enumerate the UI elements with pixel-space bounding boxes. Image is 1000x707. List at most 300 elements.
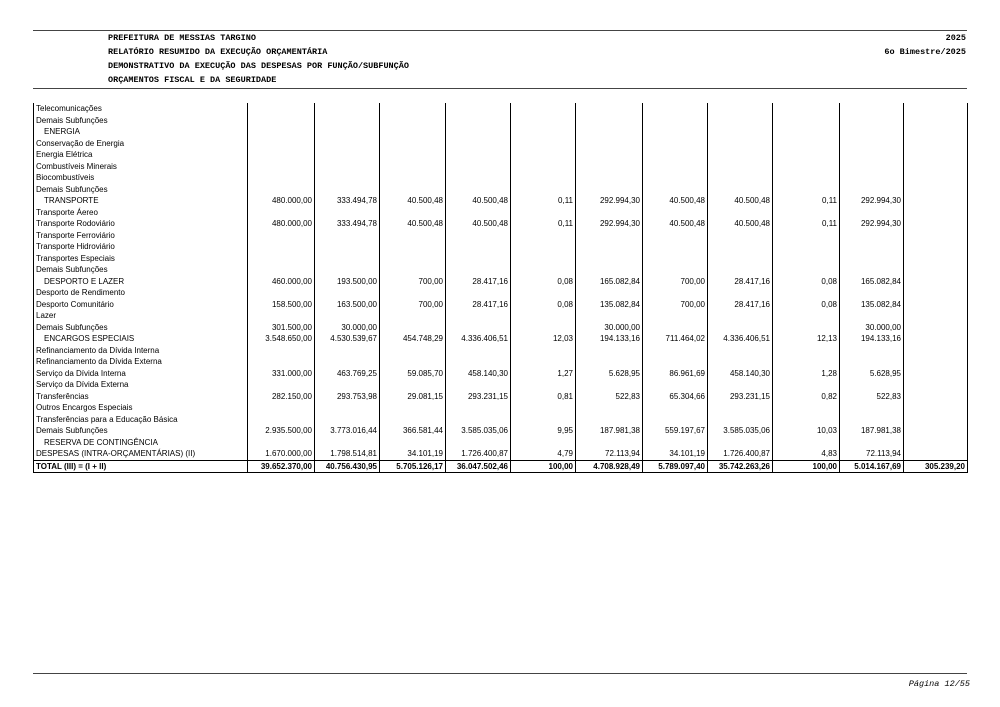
table-row bbox=[34, 322, 968, 334]
cell-value bbox=[904, 253, 968, 265]
cell-value bbox=[380, 115, 446, 127]
cell-value: 5.628,95 bbox=[840, 368, 904, 380]
cell-value: 1,27 bbox=[511, 368, 576, 380]
cell-value bbox=[380, 414, 446, 426]
cell-value bbox=[904, 126, 968, 138]
cell-value: 4.336.406,51 bbox=[708, 333, 773, 345]
cell-value bbox=[380, 103, 446, 115]
cell-value bbox=[840, 230, 904, 242]
cell-value bbox=[773, 414, 840, 426]
row-label: Conservação de Energia bbox=[34, 138, 248, 150]
cell-value bbox=[576, 172, 643, 184]
cell-value bbox=[380, 241, 446, 253]
cell-value bbox=[446, 414, 511, 426]
cell-value bbox=[904, 299, 968, 311]
cell-value bbox=[840, 310, 904, 322]
row-label: Serviço da Dívida Interna bbox=[34, 368, 248, 380]
cell-value bbox=[446, 172, 511, 184]
table-row bbox=[34, 425, 968, 437]
cell-value: 5.705.126,17 bbox=[380, 460, 446, 473]
cell-value: 3.585.035,06 bbox=[446, 425, 511, 437]
cell-value bbox=[643, 161, 708, 173]
cell-value: 3.548.650,00 bbox=[248, 333, 315, 345]
cell-value bbox=[248, 230, 315, 242]
cell-value: 34.101,19 bbox=[643, 448, 708, 460]
table-row bbox=[34, 241, 968, 253]
cell-value: 1.798.514,81 bbox=[315, 448, 380, 460]
row-label: Outros Encargos Especiais bbox=[34, 402, 248, 414]
cell-value bbox=[380, 172, 446, 184]
table-row bbox=[34, 253, 968, 265]
cell-value bbox=[904, 195, 968, 207]
cell-value bbox=[904, 218, 968, 230]
cell-value bbox=[904, 276, 968, 288]
prefeitura-name: PREFEITURA DE MESSIAS TARGINO bbox=[108, 33, 256, 43]
cell-value: 5.628,95 bbox=[576, 368, 643, 380]
cell-value bbox=[643, 264, 708, 276]
cell-value bbox=[904, 207, 968, 219]
cell-value: 4,83 bbox=[773, 448, 840, 460]
cell-value bbox=[708, 103, 773, 115]
cell-value bbox=[576, 149, 643, 161]
footer-rule bbox=[33, 673, 967, 674]
cell-value bbox=[380, 379, 446, 391]
cell-value bbox=[511, 138, 576, 150]
row-label: Transporte Rodoviário bbox=[34, 218, 248, 230]
cell-value: 187.981,38 bbox=[576, 425, 643, 437]
cell-value bbox=[511, 115, 576, 127]
cell-value bbox=[248, 437, 315, 449]
cell-value bbox=[576, 161, 643, 173]
cell-value bbox=[446, 103, 511, 115]
cell-value bbox=[315, 138, 380, 150]
cell-value bbox=[840, 345, 904, 357]
cell-value bbox=[773, 264, 840, 276]
cell-value: 100,00 bbox=[773, 460, 840, 473]
cell-value bbox=[576, 356, 643, 368]
cell-value: 40.500,48 bbox=[446, 218, 511, 230]
cell-value bbox=[708, 207, 773, 219]
row-label: Demais Subfunções bbox=[34, 322, 248, 334]
table-row bbox=[34, 230, 968, 242]
cell-value bbox=[904, 345, 968, 357]
cell-value: 0,08 bbox=[773, 299, 840, 311]
table-row bbox=[34, 264, 968, 276]
cell-value bbox=[446, 402, 511, 414]
row-label: Biocombustíveis bbox=[34, 172, 248, 184]
cell-value bbox=[248, 126, 315, 138]
cell-value: 39.652.370,00 bbox=[248, 460, 315, 473]
cell-value: 72.113,94 bbox=[576, 448, 643, 460]
cell-value: 12,13 bbox=[773, 333, 840, 345]
cell-value: 331.000,00 bbox=[248, 368, 315, 380]
cell-value bbox=[840, 115, 904, 127]
cell-value bbox=[773, 345, 840, 357]
cell-value bbox=[315, 264, 380, 276]
cell-value: 36.047.502,46 bbox=[446, 460, 511, 473]
cell-value bbox=[904, 138, 968, 150]
cell-value bbox=[511, 230, 576, 242]
cell-value bbox=[708, 138, 773, 150]
cell-value: 333.494,78 bbox=[315, 195, 380, 207]
cell-value: 30.000,00 bbox=[576, 322, 643, 334]
cell-value bbox=[380, 437, 446, 449]
cell-value bbox=[315, 149, 380, 161]
cell-value bbox=[446, 126, 511, 138]
cell-value: 4.530.539,67 bbox=[315, 333, 380, 345]
cell-value: 163.500,00 bbox=[315, 299, 380, 311]
cell-value bbox=[511, 184, 576, 196]
cell-value: 700,00 bbox=[643, 276, 708, 288]
cell-value bbox=[708, 287, 773, 299]
row-label: Lazer bbox=[34, 310, 248, 322]
cell-value bbox=[840, 414, 904, 426]
cell-value: 35.742.263,26 bbox=[708, 460, 773, 473]
cell-value: 301.500,00 bbox=[248, 322, 315, 334]
cell-value bbox=[380, 126, 446, 138]
cell-value bbox=[904, 356, 968, 368]
row-label: Telecomunicações bbox=[34, 103, 248, 115]
cell-value: 366.581,44 bbox=[380, 425, 446, 437]
cell-value: 522,83 bbox=[576, 391, 643, 403]
cell-value bbox=[248, 356, 315, 368]
cell-value bbox=[904, 333, 968, 345]
cell-value bbox=[708, 379, 773, 391]
cell-value bbox=[511, 253, 576, 265]
cell-value bbox=[576, 287, 643, 299]
cell-value bbox=[248, 264, 315, 276]
cell-value bbox=[446, 149, 511, 161]
row-label: Demais Subfunções bbox=[34, 264, 248, 276]
cell-value bbox=[643, 287, 708, 299]
row-label: Serviço da Dívida Externa bbox=[34, 379, 248, 391]
cell-value bbox=[773, 115, 840, 127]
cell-value: 292.994,30 bbox=[840, 195, 904, 207]
cell-value bbox=[840, 402, 904, 414]
row-label: Refinanciamento da Dívida Externa bbox=[34, 356, 248, 368]
table-row bbox=[34, 402, 968, 414]
cell-value bbox=[643, 172, 708, 184]
cell-value bbox=[643, 379, 708, 391]
cell-value bbox=[511, 161, 576, 173]
cell-value: 1,28 bbox=[773, 368, 840, 380]
cell-value bbox=[315, 207, 380, 219]
cell-value bbox=[576, 207, 643, 219]
cell-value bbox=[446, 287, 511, 299]
cell-value bbox=[511, 207, 576, 219]
table-row bbox=[34, 391, 968, 403]
row-label: Desporto de Rendimento bbox=[34, 287, 248, 299]
cell-value bbox=[708, 241, 773, 253]
table-row bbox=[34, 368, 968, 380]
cell-value bbox=[773, 172, 840, 184]
cell-value: 0,11 bbox=[511, 195, 576, 207]
cell-value: 165.082,84 bbox=[576, 276, 643, 288]
cell-value bbox=[840, 437, 904, 449]
cell-value: 40.756.430,95 bbox=[315, 460, 380, 473]
cell-value bbox=[511, 322, 576, 334]
cell-value bbox=[248, 161, 315, 173]
cell-value: 1.726.400,87 bbox=[708, 448, 773, 460]
row-label: TOTAL (III) = (I + II) bbox=[34, 460, 248, 473]
cell-value: 458.140,30 bbox=[708, 368, 773, 380]
cell-value: 187.981,38 bbox=[840, 425, 904, 437]
cell-value bbox=[904, 322, 968, 334]
cell-value bbox=[840, 379, 904, 391]
cell-value: 1.670.000,00 bbox=[248, 448, 315, 460]
cell-value bbox=[576, 103, 643, 115]
cell-value bbox=[773, 379, 840, 391]
cell-value bbox=[773, 184, 840, 196]
cell-value bbox=[446, 437, 511, 449]
cell-value bbox=[576, 230, 643, 242]
cell-value bbox=[708, 230, 773, 242]
table-row bbox=[34, 345, 968, 357]
cell-value: 0,11 bbox=[773, 218, 840, 230]
cell-value bbox=[904, 241, 968, 253]
cell-value bbox=[511, 241, 576, 253]
cell-value bbox=[315, 253, 380, 265]
row-label: DESPORTO E LAZER bbox=[34, 276, 248, 288]
cell-value bbox=[446, 241, 511, 253]
cell-value: 711.464,02 bbox=[643, 333, 708, 345]
cell-value bbox=[315, 414, 380, 426]
cell-value: 59.085,70 bbox=[380, 368, 446, 380]
cell-value bbox=[708, 414, 773, 426]
cell-value bbox=[446, 115, 511, 127]
cell-value bbox=[904, 425, 968, 437]
cell-value bbox=[904, 368, 968, 380]
cell-value bbox=[576, 264, 643, 276]
cell-value: 480.000,00 bbox=[248, 218, 315, 230]
cell-value bbox=[643, 230, 708, 242]
row-label: Demais Subfunções bbox=[34, 115, 248, 127]
cell-value bbox=[708, 115, 773, 127]
cell-value bbox=[315, 402, 380, 414]
cell-value bbox=[643, 184, 708, 196]
cell-value bbox=[773, 253, 840, 265]
table-row bbox=[34, 299, 968, 311]
cell-value bbox=[840, 172, 904, 184]
cell-value bbox=[380, 230, 446, 242]
cell-value bbox=[315, 230, 380, 242]
cell-value: 12,03 bbox=[511, 333, 576, 345]
cell-value bbox=[904, 103, 968, 115]
cell-value: 40.500,48 bbox=[380, 218, 446, 230]
row-label: Demais Subfunções bbox=[34, 184, 248, 196]
cell-value: 28.417,16 bbox=[446, 276, 511, 288]
cell-value: 305.239,20 bbox=[904, 460, 968, 473]
cell-value: 65.304,66 bbox=[643, 391, 708, 403]
row-label: Transporte Áereo bbox=[34, 207, 248, 219]
cell-value bbox=[904, 310, 968, 322]
cell-value: 30.000,00 bbox=[840, 322, 904, 334]
row-label: Transferências para a Educação Básica bbox=[34, 414, 248, 426]
cell-value bbox=[904, 437, 968, 449]
cell-value bbox=[248, 253, 315, 265]
cell-value bbox=[248, 379, 315, 391]
cell-value bbox=[904, 149, 968, 161]
row-label: RESERVA DE CONTINGÊNCIA bbox=[34, 437, 248, 449]
cell-value bbox=[708, 322, 773, 334]
table-row bbox=[34, 149, 968, 161]
cell-value: 10,03 bbox=[773, 425, 840, 437]
cell-value bbox=[446, 253, 511, 265]
cell-value bbox=[380, 322, 446, 334]
cell-value bbox=[773, 138, 840, 150]
table-row bbox=[34, 195, 968, 207]
cell-value bbox=[576, 414, 643, 426]
cell-value: 292.994,30 bbox=[576, 218, 643, 230]
cell-value: 28.417,16 bbox=[708, 276, 773, 288]
table-row bbox=[34, 448, 968, 460]
cell-value bbox=[643, 138, 708, 150]
cell-value: 458.140,30 bbox=[446, 368, 511, 380]
cell-value bbox=[315, 356, 380, 368]
cell-value bbox=[773, 149, 840, 161]
row-label: ENERGIA bbox=[34, 126, 248, 138]
cell-value: 4,79 bbox=[511, 448, 576, 460]
cell-value: 158.500,00 bbox=[248, 299, 315, 311]
cell-value bbox=[248, 345, 315, 357]
cell-value: 4.336.406,51 bbox=[446, 333, 511, 345]
cell-value: 480.000,00 bbox=[248, 195, 315, 207]
cell-value bbox=[380, 402, 446, 414]
table-row bbox=[34, 356, 968, 368]
cell-value: 0,82 bbox=[773, 391, 840, 403]
cell-value bbox=[576, 115, 643, 127]
cell-value: 333.494,78 bbox=[315, 218, 380, 230]
cell-value: 40.500,48 bbox=[380, 195, 446, 207]
cell-value bbox=[248, 103, 315, 115]
cell-value bbox=[380, 149, 446, 161]
cell-value: 5.789.097,40 bbox=[643, 460, 708, 473]
cell-value bbox=[511, 437, 576, 449]
cell-value bbox=[446, 322, 511, 334]
cell-value bbox=[643, 103, 708, 115]
cell-value bbox=[446, 379, 511, 391]
table-row bbox=[34, 414, 968, 426]
cell-value bbox=[248, 172, 315, 184]
cell-value: 293.753,98 bbox=[315, 391, 380, 403]
cell-value bbox=[380, 253, 446, 265]
statement-title: DEMONSTRATIVO DA EXECUÇÃO DAS DESPESAS POR FUNÇÃO/SUBFUNÇÃO bbox=[108, 61, 409, 71]
cell-value: 5.014.167,69 bbox=[840, 460, 904, 473]
cell-value: 40.500,48 bbox=[708, 218, 773, 230]
cell-value bbox=[643, 437, 708, 449]
cell-value bbox=[380, 287, 446, 299]
cell-value: 293.231,15 bbox=[708, 391, 773, 403]
cell-value bbox=[511, 310, 576, 322]
cell-value: 34.101,19 bbox=[380, 448, 446, 460]
cell-value: 0,08 bbox=[511, 276, 576, 288]
cell-value bbox=[708, 437, 773, 449]
cell-value: 29.081,15 bbox=[380, 391, 446, 403]
cell-value bbox=[380, 207, 446, 219]
cell-value: 0,81 bbox=[511, 391, 576, 403]
total-row bbox=[34, 460, 968, 473]
cell-value bbox=[840, 207, 904, 219]
cell-value bbox=[904, 379, 968, 391]
row-label: Demais Subfunções bbox=[34, 425, 248, 437]
table-row bbox=[34, 437, 968, 449]
table-row bbox=[34, 184, 968, 196]
cell-value bbox=[773, 437, 840, 449]
cell-value bbox=[708, 184, 773, 196]
cell-value: 72.113,94 bbox=[840, 448, 904, 460]
cell-value: 0,11 bbox=[773, 195, 840, 207]
cell-value: 0,08 bbox=[511, 299, 576, 311]
cell-value bbox=[643, 414, 708, 426]
cell-value: 194.133,16 bbox=[576, 333, 643, 345]
cell-value bbox=[248, 207, 315, 219]
cell-value: 193.500,00 bbox=[315, 276, 380, 288]
cell-value bbox=[380, 264, 446, 276]
cell-value bbox=[511, 149, 576, 161]
table-row bbox=[34, 161, 968, 173]
cell-value bbox=[773, 322, 840, 334]
cell-value bbox=[248, 184, 315, 196]
row-label: Energia Elétrica bbox=[34, 149, 248, 161]
cell-value bbox=[248, 402, 315, 414]
expense-table bbox=[33, 103, 968, 473]
table-row bbox=[34, 276, 968, 288]
cell-value bbox=[446, 138, 511, 150]
report-year: 2025 bbox=[945, 33, 966, 43]
cell-value bbox=[380, 138, 446, 150]
cell-value bbox=[315, 184, 380, 196]
cell-value bbox=[315, 379, 380, 391]
cell-value bbox=[904, 172, 968, 184]
cell-value bbox=[840, 253, 904, 265]
cell-value bbox=[446, 264, 511, 276]
cell-value bbox=[904, 264, 968, 276]
cell-value bbox=[315, 345, 380, 357]
cell-value bbox=[840, 287, 904, 299]
cell-value bbox=[248, 414, 315, 426]
cell-value bbox=[576, 402, 643, 414]
cell-value bbox=[904, 391, 968, 403]
cell-value bbox=[576, 241, 643, 253]
cell-value bbox=[840, 149, 904, 161]
table-row bbox=[34, 310, 968, 322]
cell-value bbox=[708, 402, 773, 414]
row-label: Transporte Ferroviário bbox=[34, 230, 248, 242]
cell-value bbox=[840, 356, 904, 368]
cell-value bbox=[643, 207, 708, 219]
row-label: Combustíveis Minerais bbox=[34, 161, 248, 173]
cell-value bbox=[446, 184, 511, 196]
row-label: TRANSPORTE bbox=[34, 195, 248, 207]
cell-value bbox=[904, 115, 968, 127]
cell-value bbox=[708, 149, 773, 161]
cell-value bbox=[315, 115, 380, 127]
budgets-title: ORÇAMENTOS FISCAL E DA SEGURIDADE bbox=[108, 75, 277, 85]
cell-value bbox=[380, 161, 446, 173]
cell-value bbox=[380, 356, 446, 368]
cell-value bbox=[643, 345, 708, 357]
cell-value bbox=[511, 414, 576, 426]
table-row bbox=[34, 103, 968, 115]
cell-value bbox=[773, 126, 840, 138]
cell-value bbox=[904, 161, 968, 173]
cell-value bbox=[315, 126, 380, 138]
cell-value bbox=[708, 161, 773, 173]
cell-value bbox=[840, 161, 904, 173]
cell-value bbox=[576, 184, 643, 196]
cell-value: 522,83 bbox=[840, 391, 904, 403]
cell-value bbox=[248, 310, 315, 322]
